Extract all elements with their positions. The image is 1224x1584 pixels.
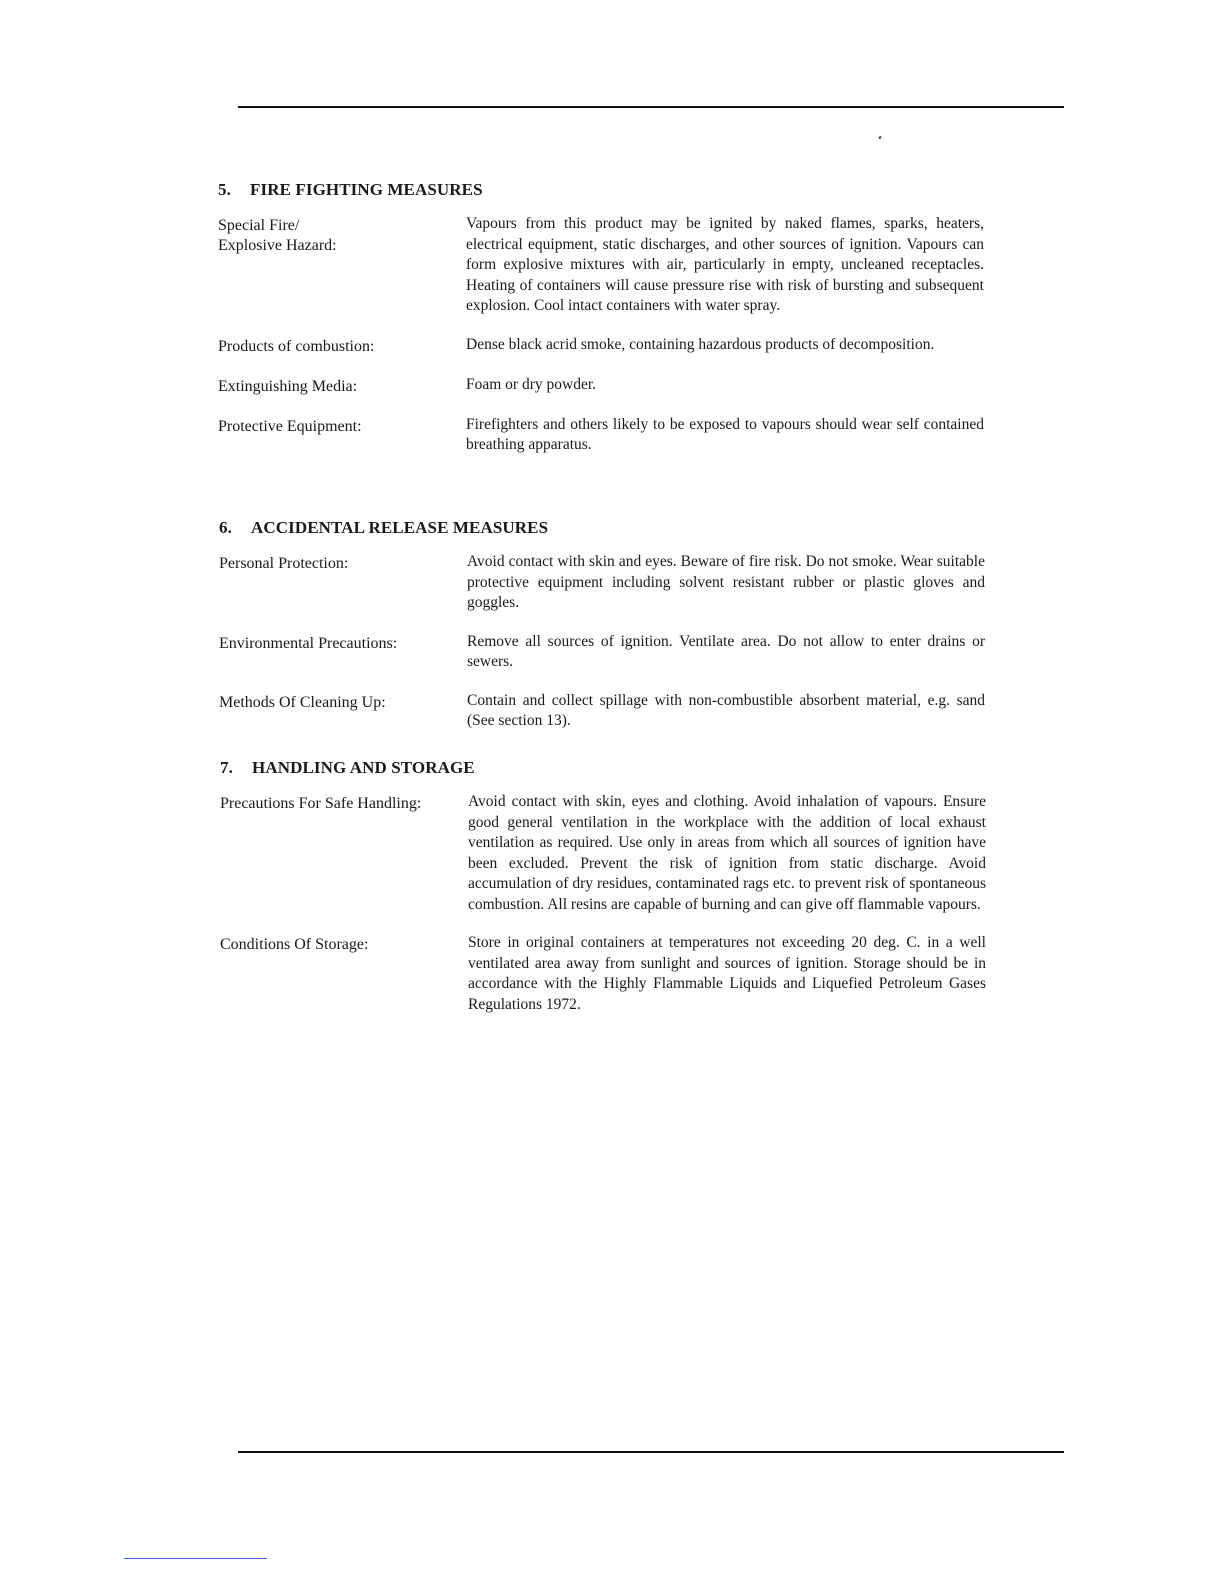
footer-rule [238,1451,1064,1453]
field-label: Extinguishing Media: [218,377,358,395]
field-row [218,415,998,456]
field-text: Dense black acrid smoke, containing hazardous products of decomposition. [466,335,935,353]
field-row [219,632,999,673]
section-number: 7. [220,758,233,777]
section-fire-fighting [218,180,998,472]
section-heading: ACCIDENTAL RELEASE MEASURES [251,518,549,537]
section-title [220,758,1000,778]
scan-speck [878,136,881,140]
field-row [220,933,1000,1015]
field-row [218,335,998,357]
field-text: Store in original containers at temperatures not exceeding 20 deg. C. in a well ventilated area away from sunlight and sources of ignition. Storage should be in accordance with the Highly Flammable Liquids and Liquefied Petroleum Gases Regulations 1972. [468,934,986,1013]
field-row [220,792,1000,915]
header-rule [238,106,1064,108]
section-number: 5. [218,180,231,199]
section-heading: FIRE FIGHTING MEASURES [250,180,483,199]
section-title [219,518,999,538]
field-row [219,552,999,614]
field-label: Methods Of Cleaning Up: [219,693,386,711]
field-label: Protective Equipment: [218,417,362,435]
field-text: Firefighters and others likely to be exposed to vapours should wear self contained breathing apparatus. [466,415,984,453]
field-text: Remove all sources of ignition. Ventilate area. Do not allow to enter drains or sewers. [467,632,985,670]
field-text: Vapours from this product may be ignited by naked flames, sparks, heaters, electrical equipment, static discharges, and other sources of ignition. Vapours can form explosive mixtures with air, particularly in empty, uncleaned receptacles. Heating of containers will cause pressure rise with risk of bursting and subsequent explosion. Cool intact containers with water spray. [466,215,984,314]
section-heading: HANDLING AND STORAGE [252,758,475,777]
field-label: Precautions For Safe Handling: [220,795,422,812]
field-label: Conditions Of Storage: [220,936,369,953]
footer-underline [124,1558,267,1559]
field-text: Foam or dry powder. [466,375,597,393]
field-text: Avoid contact with skin, eyes and clothing. Avoid inhalation of vapours. Ensure good general ventilation in the workplace with the addition of local exhaust ventilation as required. Use only in areas from which all sources of ignition have been excluded. Prevent the risk of ignition from static discharge. Avoid accumulation of dry residues, contaminated rags etc. to prevent risk of spontaneous combustion. All resins are capable of burning and can give off flammable vapours. [468,793,986,913]
field-row [218,375,998,397]
label-line: Special Fire/ Explosive Hazard: [218,217,337,254]
field-text: Avoid contact with skin and eyes. Beware of fire risk. Do not smoke. Wear suitable protective equipment including solvent resistant rubber or plastic gloves and goggles. [467,553,985,611]
field-row [219,691,999,732]
field-text: Contain and collect spillage with non-combustible absorbent material, e.g. sand (See section 13). [467,691,985,729]
field-label [218,214,466,317]
field-label: Products of combustion: [218,337,375,355]
field-label: Environmental Precautions: [219,634,398,652]
section-accidental-release [219,518,999,748]
field-row [218,214,998,317]
field-label: Personal Protection: [219,555,349,572]
section-handling-storage [220,758,1000,1031]
section-title [218,180,998,200]
section-number: 6. [219,518,232,537]
